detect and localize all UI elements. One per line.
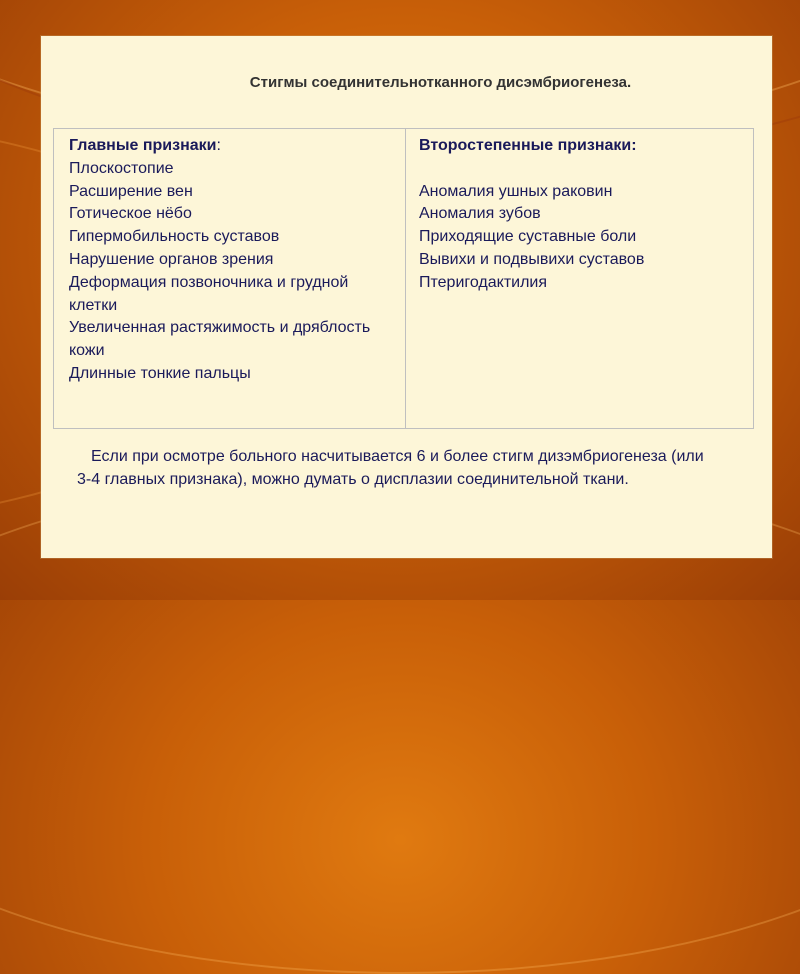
main-signs-list [69,158,395,386]
conclusion-note: Если при осмотре больного насчитывается 6 и более стигм дизэмбриогенеза (или 3-4 главных признака), можно думать о дисплазии соединительной ткани. [77,448,704,488]
main-sign-item: Длинные тонкие пальцы [69,364,251,382]
signs-table [53,128,754,429]
secondary-signs-list [419,181,743,295]
main-sign-item: Расширение вен [69,182,193,200]
secondary-sign-item: Приходящие суставные боли [419,228,637,246]
main-sign-item: Гипермобильность суставов [69,228,280,246]
main-signs-column [54,129,406,428]
slide-title: Стигмы соединительнотканного дисэмбриогенеза. [249,74,632,91]
secondary-signs-column [406,129,753,428]
secondary-sign-item: Вывихи и подвывихи суставов [419,250,645,268]
main-sign-item: Увеличенная растяжимость и дряблость кожи [69,319,371,360]
main-sign-item: Плоскостопие [69,159,174,177]
main-sign-item: Готическое нёбо [69,205,192,223]
main-signs-heading-text: Главные признаки [69,137,217,154]
main-signs-heading-colon: : [216,137,221,154]
secondary-sign-item: Птеригодактилия [419,273,548,291]
secondary-signs-heading [419,135,743,158]
secondary-sign-item: Аномалия зубов [419,205,541,223]
main-sign-item: Деформация позвоночника и грудной клетки [69,273,349,314]
main-sign-item: Нарушение органов зрения [69,250,274,268]
main-signs-heading [69,135,395,158]
secondary-signs-heading-text: Второстепенные признаки: [419,137,637,154]
secondary-sign-item: Аномалия ушных раковин [419,182,613,200]
slide-panel [41,36,772,558]
